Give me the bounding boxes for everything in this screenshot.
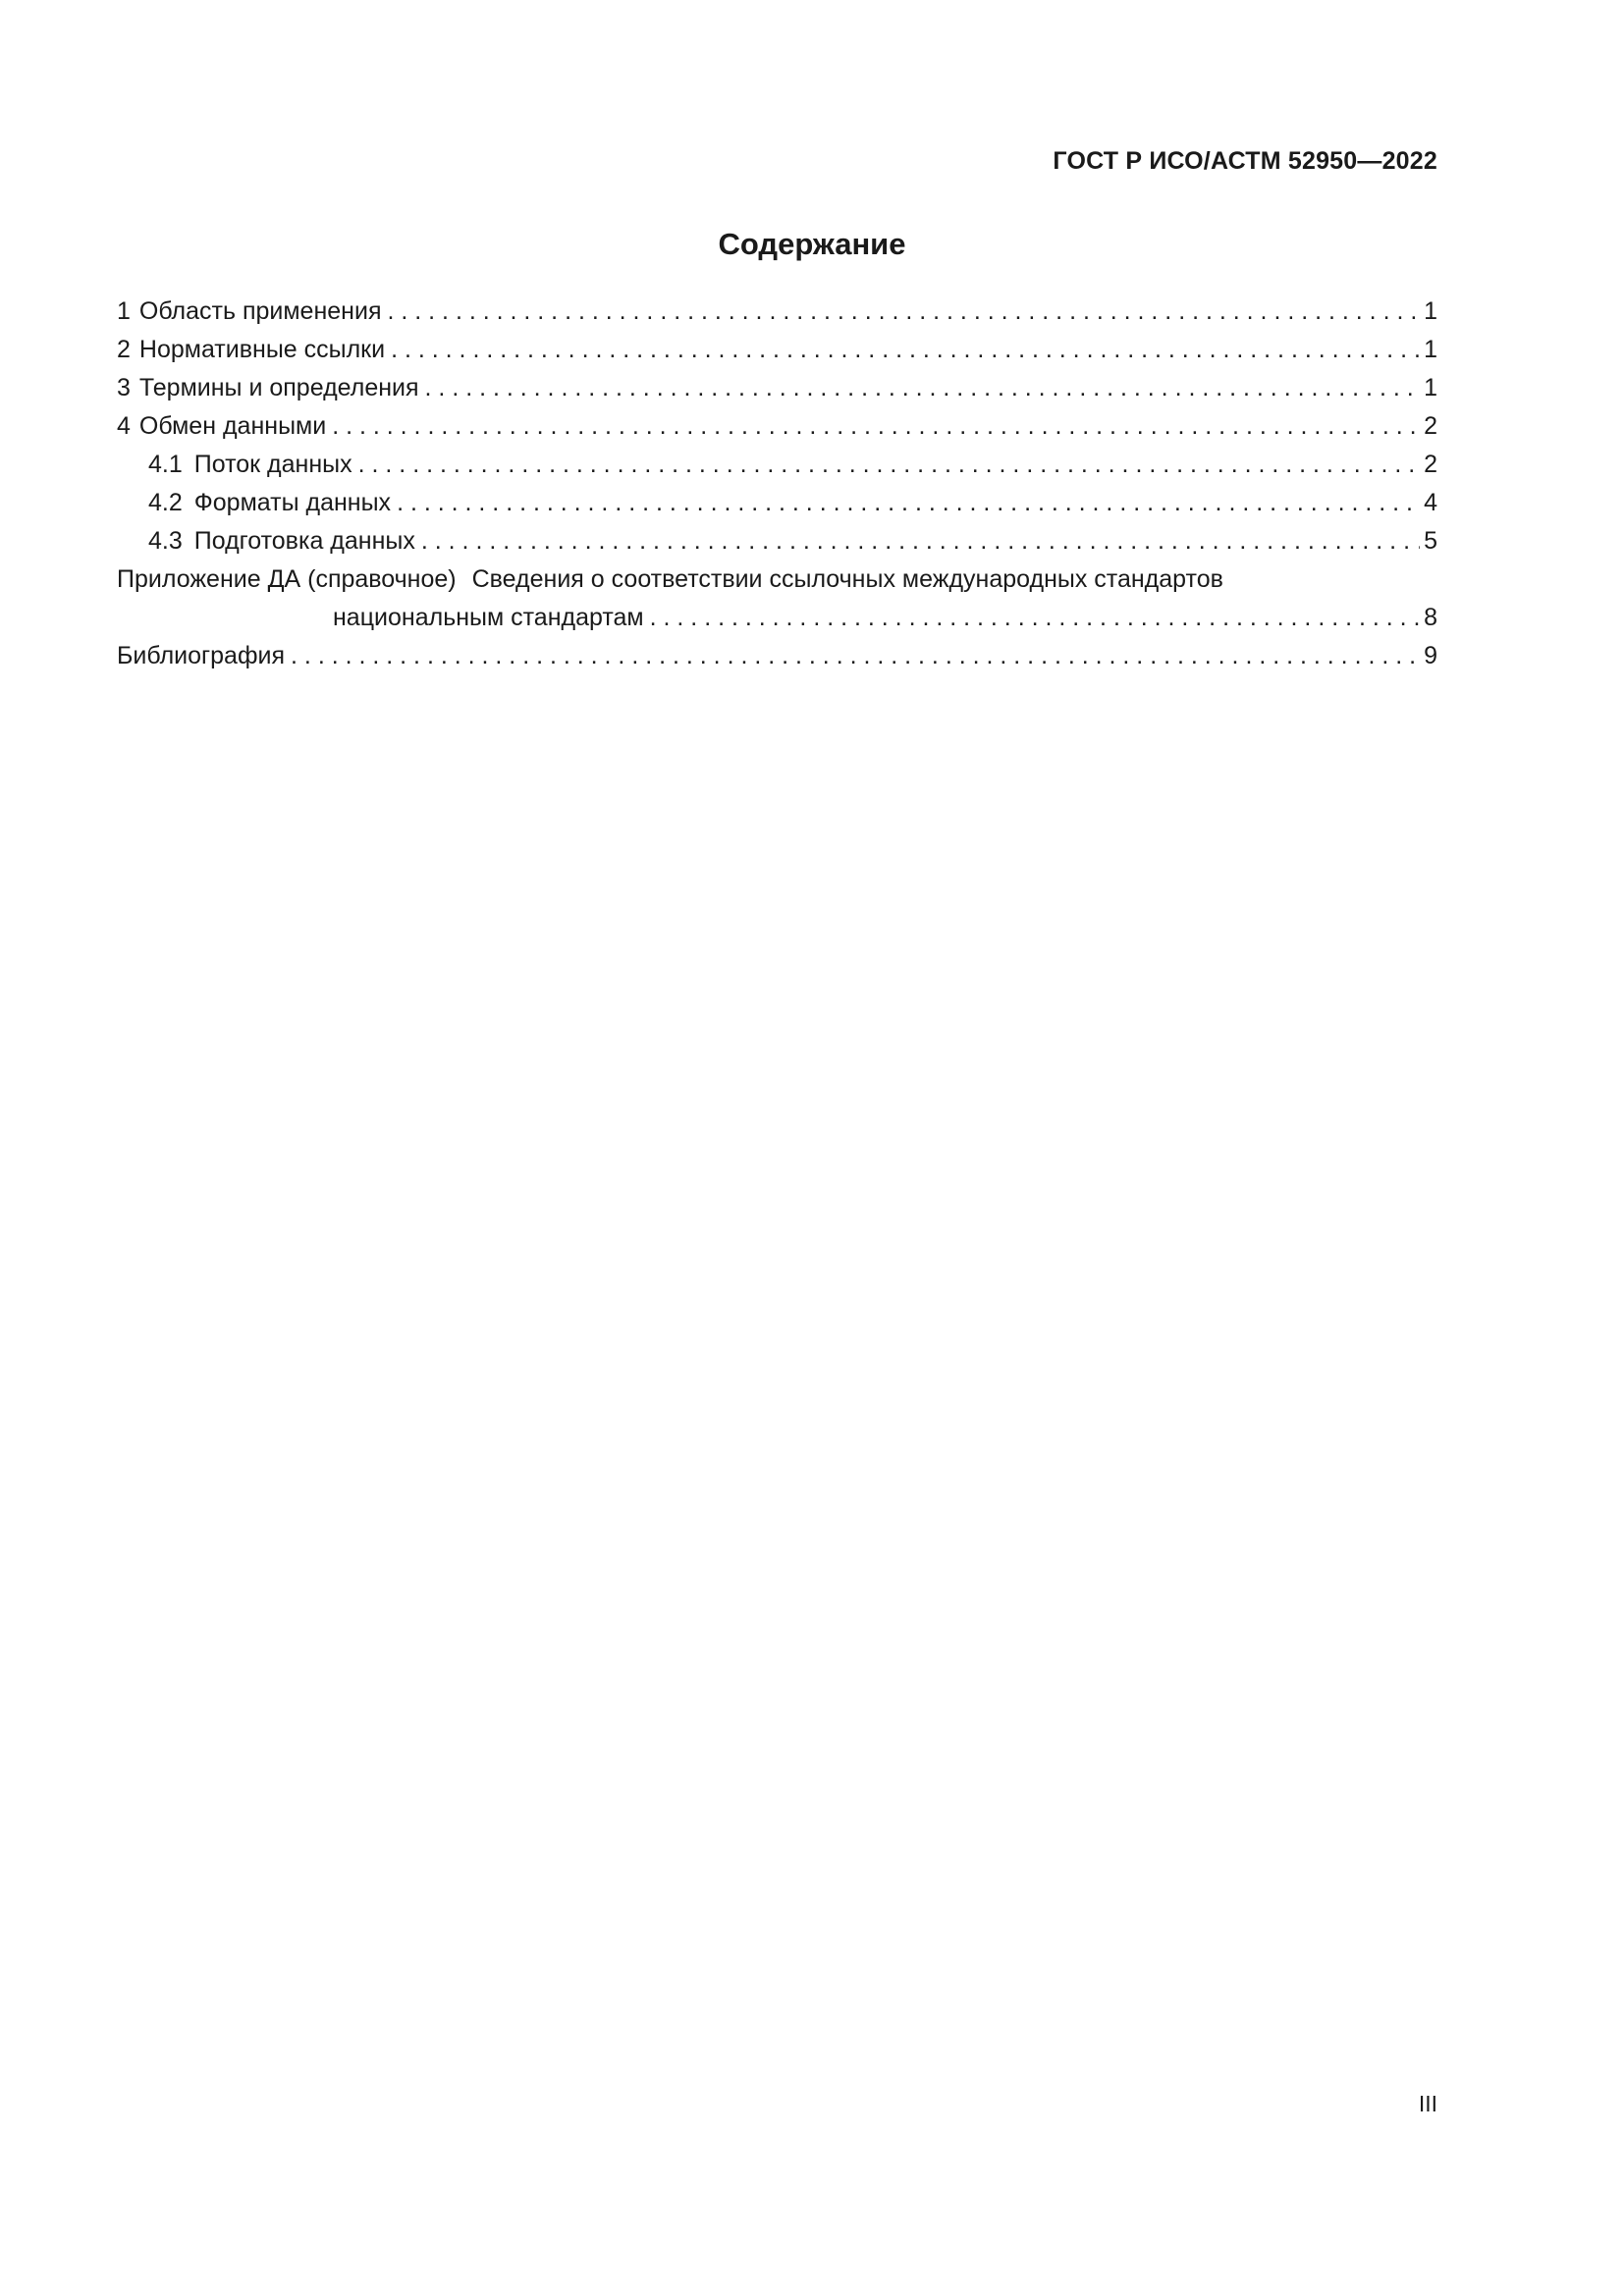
toc-item-3[interactable] [117, 369, 1437, 407]
toc-item-number: 3 [117, 374, 131, 401]
toc-item-page: 1 [1424, 336, 1437, 363]
dot-leader [391, 331, 1420, 369]
toc-item-label: Нормативные ссылки [138, 336, 386, 363]
toc-item-number: 4.2 [148, 489, 183, 516]
toc-item-label: Термины и определения [138, 374, 419, 401]
toc-item-page: 2 [1424, 451, 1437, 478]
dot-leader [650, 599, 1420, 637]
document-code: ГОСТ Р ИСО/АСТМ 52950—2022 [1053, 147, 1437, 175]
appendix-title: Сведения о соответствии ссылочных международных стандартов [471, 565, 1223, 593]
dot-leader [397, 484, 1420, 522]
appendix-title-continuation: национальным стандартам [333, 604, 644, 631]
toc-item-page: 4 [1424, 489, 1437, 516]
dot-leader [387, 293, 1420, 331]
toc-appendix-title-line2[interactable] [117, 599, 1437, 637]
dot-leader [358, 446, 1420, 484]
page-number: III [1418, 2091, 1437, 2116]
toc-item-4-2[interactable] [117, 484, 1437, 522]
toc-item-label: Форматы данных [193, 489, 392, 516]
dot-leader [425, 369, 1420, 407]
dot-leader [332, 407, 1420, 446]
toc-item-4-3[interactable] [117, 522, 1437, 561]
toc-item-page: 1 [1424, 297, 1437, 325]
toc-item-label: Библиография [117, 642, 286, 669]
toc-item-label: Поток данных [193, 451, 352, 478]
toc-item-page: 5 [1424, 527, 1437, 555]
toc-item-number: 4.3 [148, 527, 183, 555]
table-of-contents [117, 293, 1437, 675]
appendix-label: Приложение ДА (справочное) [117, 565, 457, 593]
toc-item-4-1[interactable] [117, 446, 1437, 484]
dot-leader [291, 637, 1420, 675]
toc-item-4[interactable] [117, 407, 1437, 446]
dot-leader [421, 522, 1420, 561]
toc-item-page: 1 [1424, 374, 1437, 401]
toc-bibliography[interactable] [117, 637, 1437, 675]
toc-item-label: Область применения [138, 297, 382, 325]
toc-item-number: 4.1 [148, 451, 183, 478]
toc-item-number: 2 [117, 336, 131, 363]
toc-item-number: 4 [117, 412, 131, 440]
toc-item-page: 2 [1424, 412, 1437, 440]
toc-title: Содержание [718, 227, 906, 261]
toc-item-label: Обмен данными [138, 412, 327, 440]
toc-item-page: 8 [1424, 604, 1437, 631]
toc-item-1[interactable] [117, 293, 1437, 331]
toc-item-page: 9 [1424, 642, 1437, 669]
toc-item-2[interactable] [117, 331, 1437, 369]
toc-item-number: 1 [117, 297, 131, 325]
toc-appendix-title-line1[interactable] [117, 561, 1437, 599]
toc-item-label: Подготовка данных [193, 527, 415, 555]
